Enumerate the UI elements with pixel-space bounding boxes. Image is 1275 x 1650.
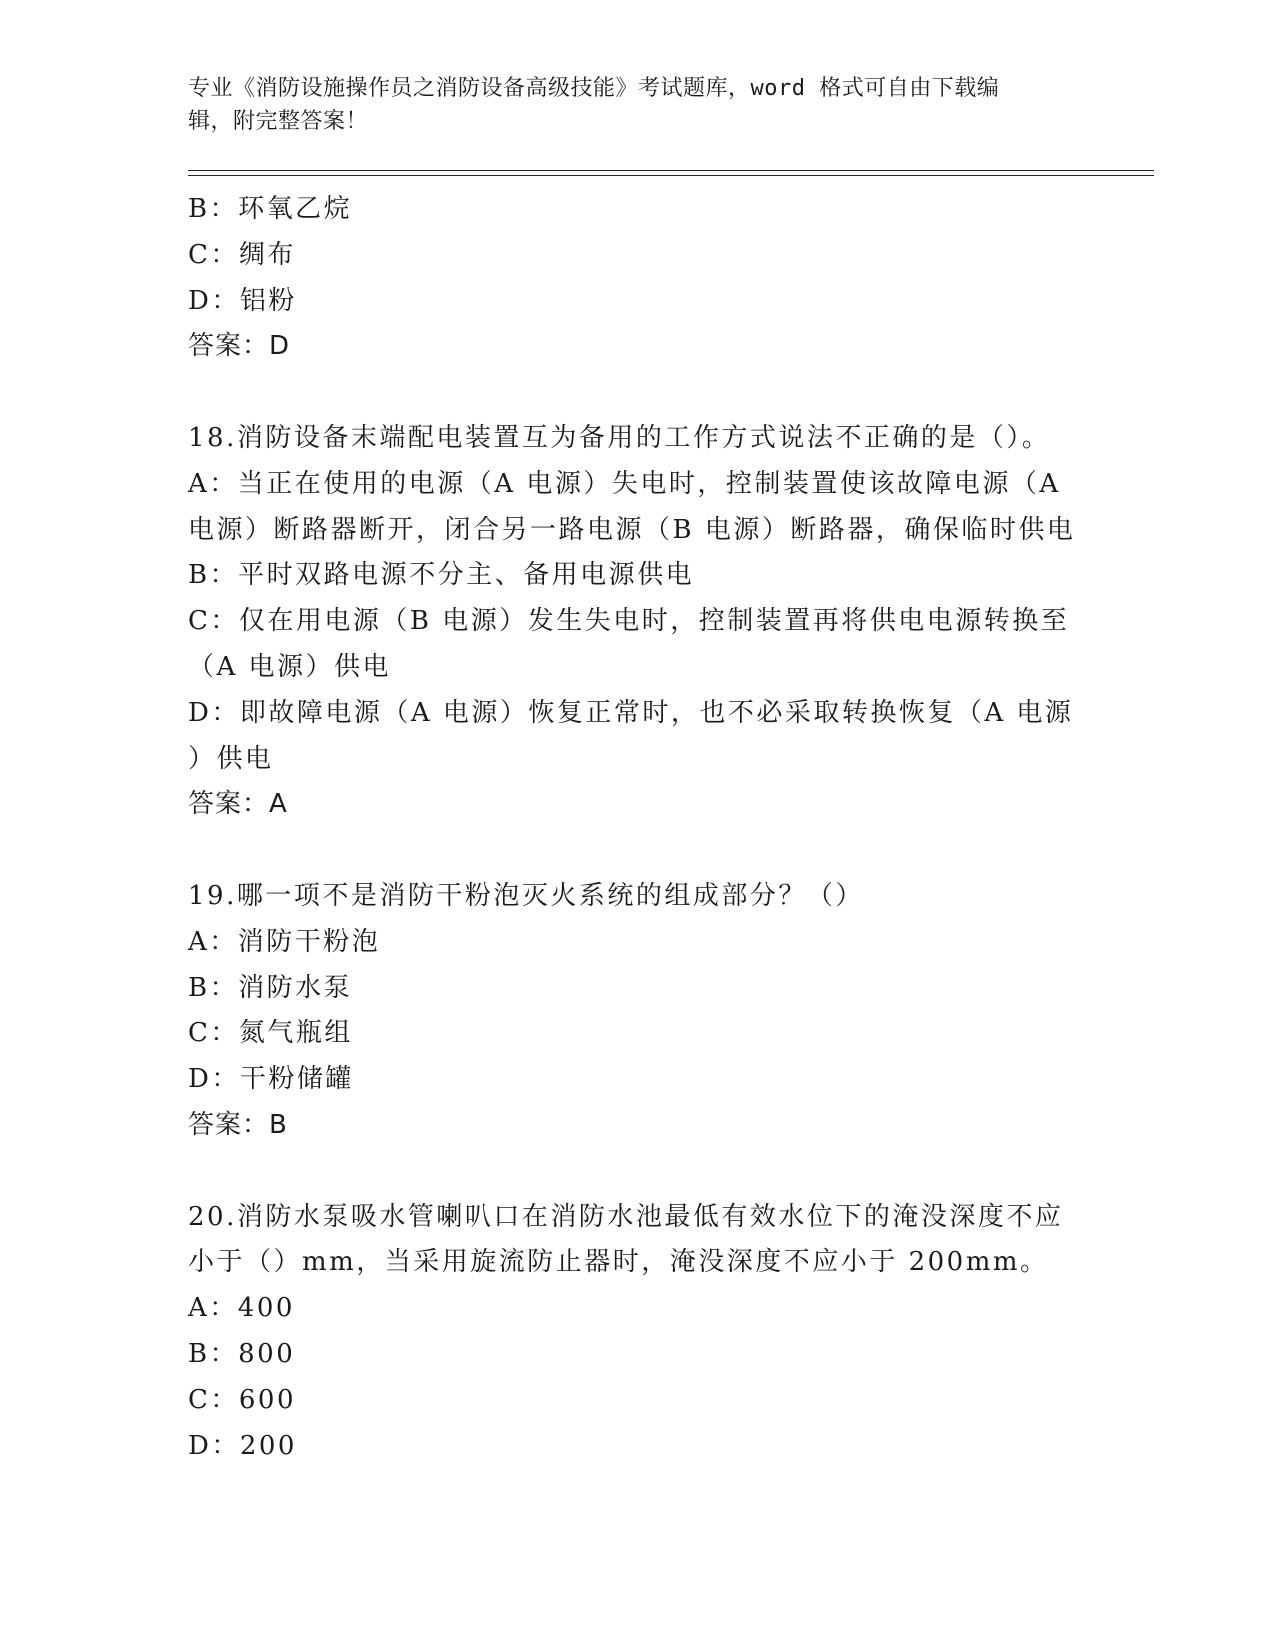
question-text-continued: 小于（）mm，当采用旋流防止器时，淹没深度不应小于 200mm。 <box>188 1247 1049 1278</box>
option-a: A：400 <box>188 1293 295 1324</box>
option-b: B：消防水泵 <box>188 972 353 1003</box>
option-c: C：仅在用电源（B 电源）发生失电时，控制装置再将供电电源转换至 <box>188 606 1070 637</box>
option-d: D：干粉储罐 <box>188 1064 354 1095</box>
option-c: C：氮气瓶组 <box>188 1018 353 1049</box>
question-text: 20.消防水泵吸水管喇叭口在消防水池最低有效水位下的淹没深度不应 <box>188 1201 1064 1232</box>
question-text: 19.哪一项不是消防干粉泡灭火系统的组成部分？（） <box>188 880 864 911</box>
header-line-1: 专业《消防设施操作员之消防设备高级技能》考试题库，word 格式可自由下载编 <box>188 76 1000 101</box>
option-b: B：800 <box>188 1338 296 1369</box>
option-c: C：600 <box>188 1384 297 1415</box>
question-17-tail <box>188 187 1128 370</box>
question-18 <box>188 416 1128 828</box>
document-header <box>188 72 1068 138</box>
option-c-continued: （A 电源）供电 <box>188 651 392 682</box>
option-d-continued: ）供电 <box>188 743 274 774</box>
option-c: C：绸布 <box>188 239 296 270</box>
option-d: D：铝粉 <box>188 285 297 316</box>
option-a-continued: 电源）断路器断开，闭合另一路电源（B 电源）断路器，确保临时供电 <box>188 514 1076 545</box>
option-d: D：即故障电源（A 电源）恢复正常时，也不必采取转换恢复（A 电源 <box>188 697 1074 728</box>
option-d: D：200 <box>188 1430 297 1461</box>
option-b: B：环氧乙烷 <box>188 194 353 224</box>
question-19 <box>188 874 1128 1149</box>
option-a: A：消防干粉泡 <box>188 926 381 957</box>
option-a: A：当正在使用的电源（A 电源）失电时，控制装置使该故障电源（A <box>188 468 1061 499</box>
header-line-2: 辑，附完整答案！ <box>188 109 369 134</box>
answer: 答案：A <box>188 789 288 820</box>
question-text: 18.消防设备末端配电装置互为备用的工作方式说法不正确的是（）。 <box>188 422 1051 453</box>
answer: 答案：B <box>188 1109 288 1140</box>
question-20 <box>188 1195 1128 1470</box>
header-divider-top <box>188 170 1154 171</box>
header-divider-bottom <box>188 175 1154 176</box>
option-b: B：平时双路电源不分主、备用电源供电 <box>188 560 695 591</box>
question-list <box>188 187 1128 1469</box>
answer: 答案：D <box>188 331 291 362</box>
